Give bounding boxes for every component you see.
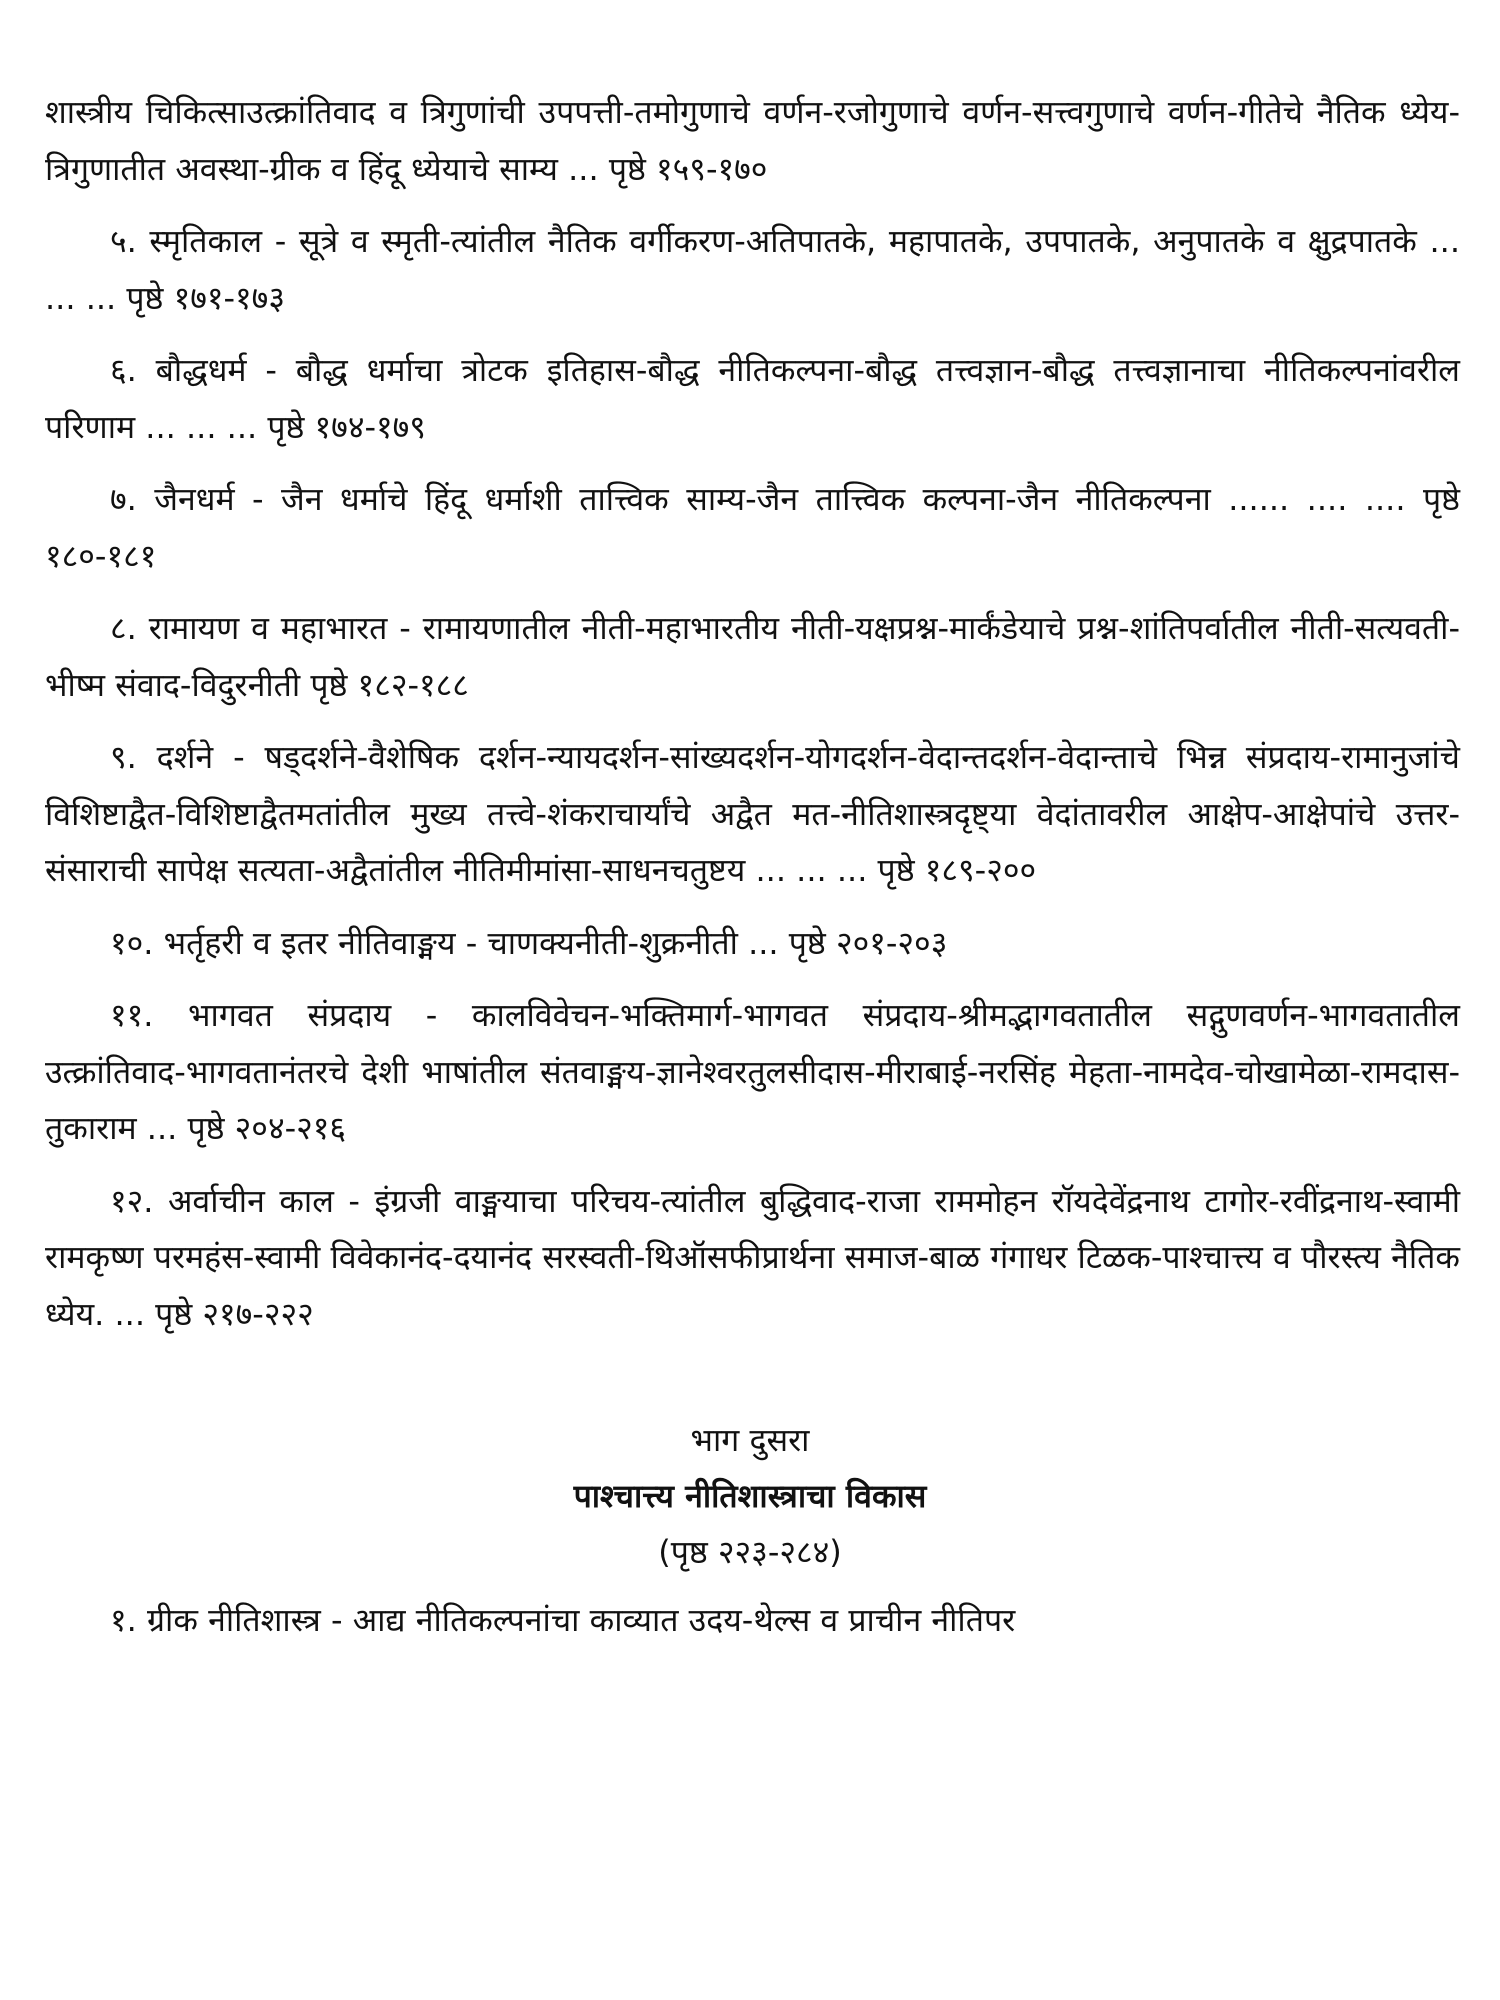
entry-bhagavat-sampraday: ११. भागवत संप्रदाय - कालविवेचन-भक्तिमार्ग-भागवत संप्रदाय-श्रीमद्भागवतातील सद्गुणवर्णन-भागवतातील उत्क्रांतिवाद-भागवतानंतरचे देशी भाषांतील संतवाङ्मय-ज्ञानेश्वरतुलसीदास-मीराबाई-नरसिंह मेहता-नामदेव-चोखामेळा-रामदास-तुकाराम ... पृष्ठे २०४-२१६ [45,996,1460,1147]
entry-smritikal: ५. स्मृतिकाल - सूत्रे व स्मृती-त्यांतील नैतिक वर्गीकरण-अतिपातके, महापातके, उपपातके, अनुपातके व क्षुद्रपातके ... ... ... पृष्ठे १७१-१७३ [45,222,1460,317]
part-two-page-range: (पृष्ठ २२३-२८४) [658,1533,842,1571]
continuation-paragraph: शास्त्रीय चिकित्साउत्क्रांतिवाद व त्रिगुणांची उपपत्ती-तमोगुणाचे वर्णन-रजोगुणाचे वर्णन-सत्त्वगुणाचे वर्णन-गीतेचे नैतिक ध्येय-त्रिगुणातीत अवस्था-ग्रीक व हिंदू ध्येयाचे साम्य ... पृष्ठे १५९-१७० [45,93,1460,188]
entry-ramayan-mahabharat: ८. रामायण व महाभारत - रामायणातील नीती-महाभारतीय नीती-यक्षप्रश्न-मार्कंडेयाचे प्रश्न-शांतिपर्वातील नीती-सत्यवती-भीष्म संवाद-विदुरनीती पृष्ठे १८२-१८८ [45,609,1460,704]
entry-jaindharma: ७. जैनधर्म - जैन धर्माचे हिंदू धर्माशी तात्त्विक साम्य-जैन तात्त्विक कल्पना-जैन नीतिकल्पना ...... .... .... पृष्ठे १८०-१८१ [45,480,1460,575]
part-two-title: पाश्चात्त्य नीतिशास्त्राचा विकास [573,1477,927,1515]
entry-greek-nitishastra: १. ग्रीक नीतिशास्त्र - आद्य नीतिकल्पनांचा काव्यात उदय-थेल्स व प्राचीन नीतिपर [110,1601,1016,1639]
part-two-label: भाग दुसरा [690,1421,810,1459]
entry-bhartrihari: १०. भर्तृहरी व इतर नीतिवाङ्मय - चाणक्यनीती-शुक्रनीती ... पृष्ठे २०१-२०३ [110,923,948,962]
entry-bauddhadharma: ६. बौद्धधर्म - बौद्ध धर्माचा त्रोटक इतिहास-बौद्ध नीतिकल्पना-बौद्ध तत्त्वज्ञान-बौद्ध तत्त्वज्ञानाचा नीतिकल्पनांवरील परिणाम ... ... ... पृष्ठे १७४-१७९ [45,351,1460,446]
entry-arvachin-kal: १२. अर्वाचीन काल - इंग्रजी वाङ्मयाचा परिचय-त्यांतील बुद्धिवाद-राजा राममोहन रॉयदेवेंद्रनाथ टागोर-रवींद्रनाथ-स्वामी रामकृष्ण परमहंस-स्वामी विवेकानंद-दयानंद सरस्वती-थिऑसफीप्रार्थना समाज-बाळ गंगाधर टिळक-पाश्चात्त्य व पौरस्त्य नैतिक ध्येय. ... पृष्ठे २१७-२२२ [45,1181,1460,1333]
entry-darshane: ९. दर्शने - षड्दर्शने-वैशेषिक दर्शन-न्यायदर्शन-सांख्यदर्शन-योगदर्शन-वेदान्तदर्शन-वेदान्ताचे भिन्न संप्रदाय-रामानुजांचे विशिष्टाद्वैत-विशिष्टाद्वैतमतांतील मुख्य तत्त्वे-शंकराचार्यांचे अद्वैत मत-नीतिशास्त्रदृष्ट्या वेदांतावरील आक्षेप-आक्षेपांचे उत्तर-संसाराची सापेक्ष सत्यता-अद्वैतांतील नीतिमीमांसा-साधनचतुष्टय ... ... ... पृष्ठे १८९-२०० [45,738,1460,889]
